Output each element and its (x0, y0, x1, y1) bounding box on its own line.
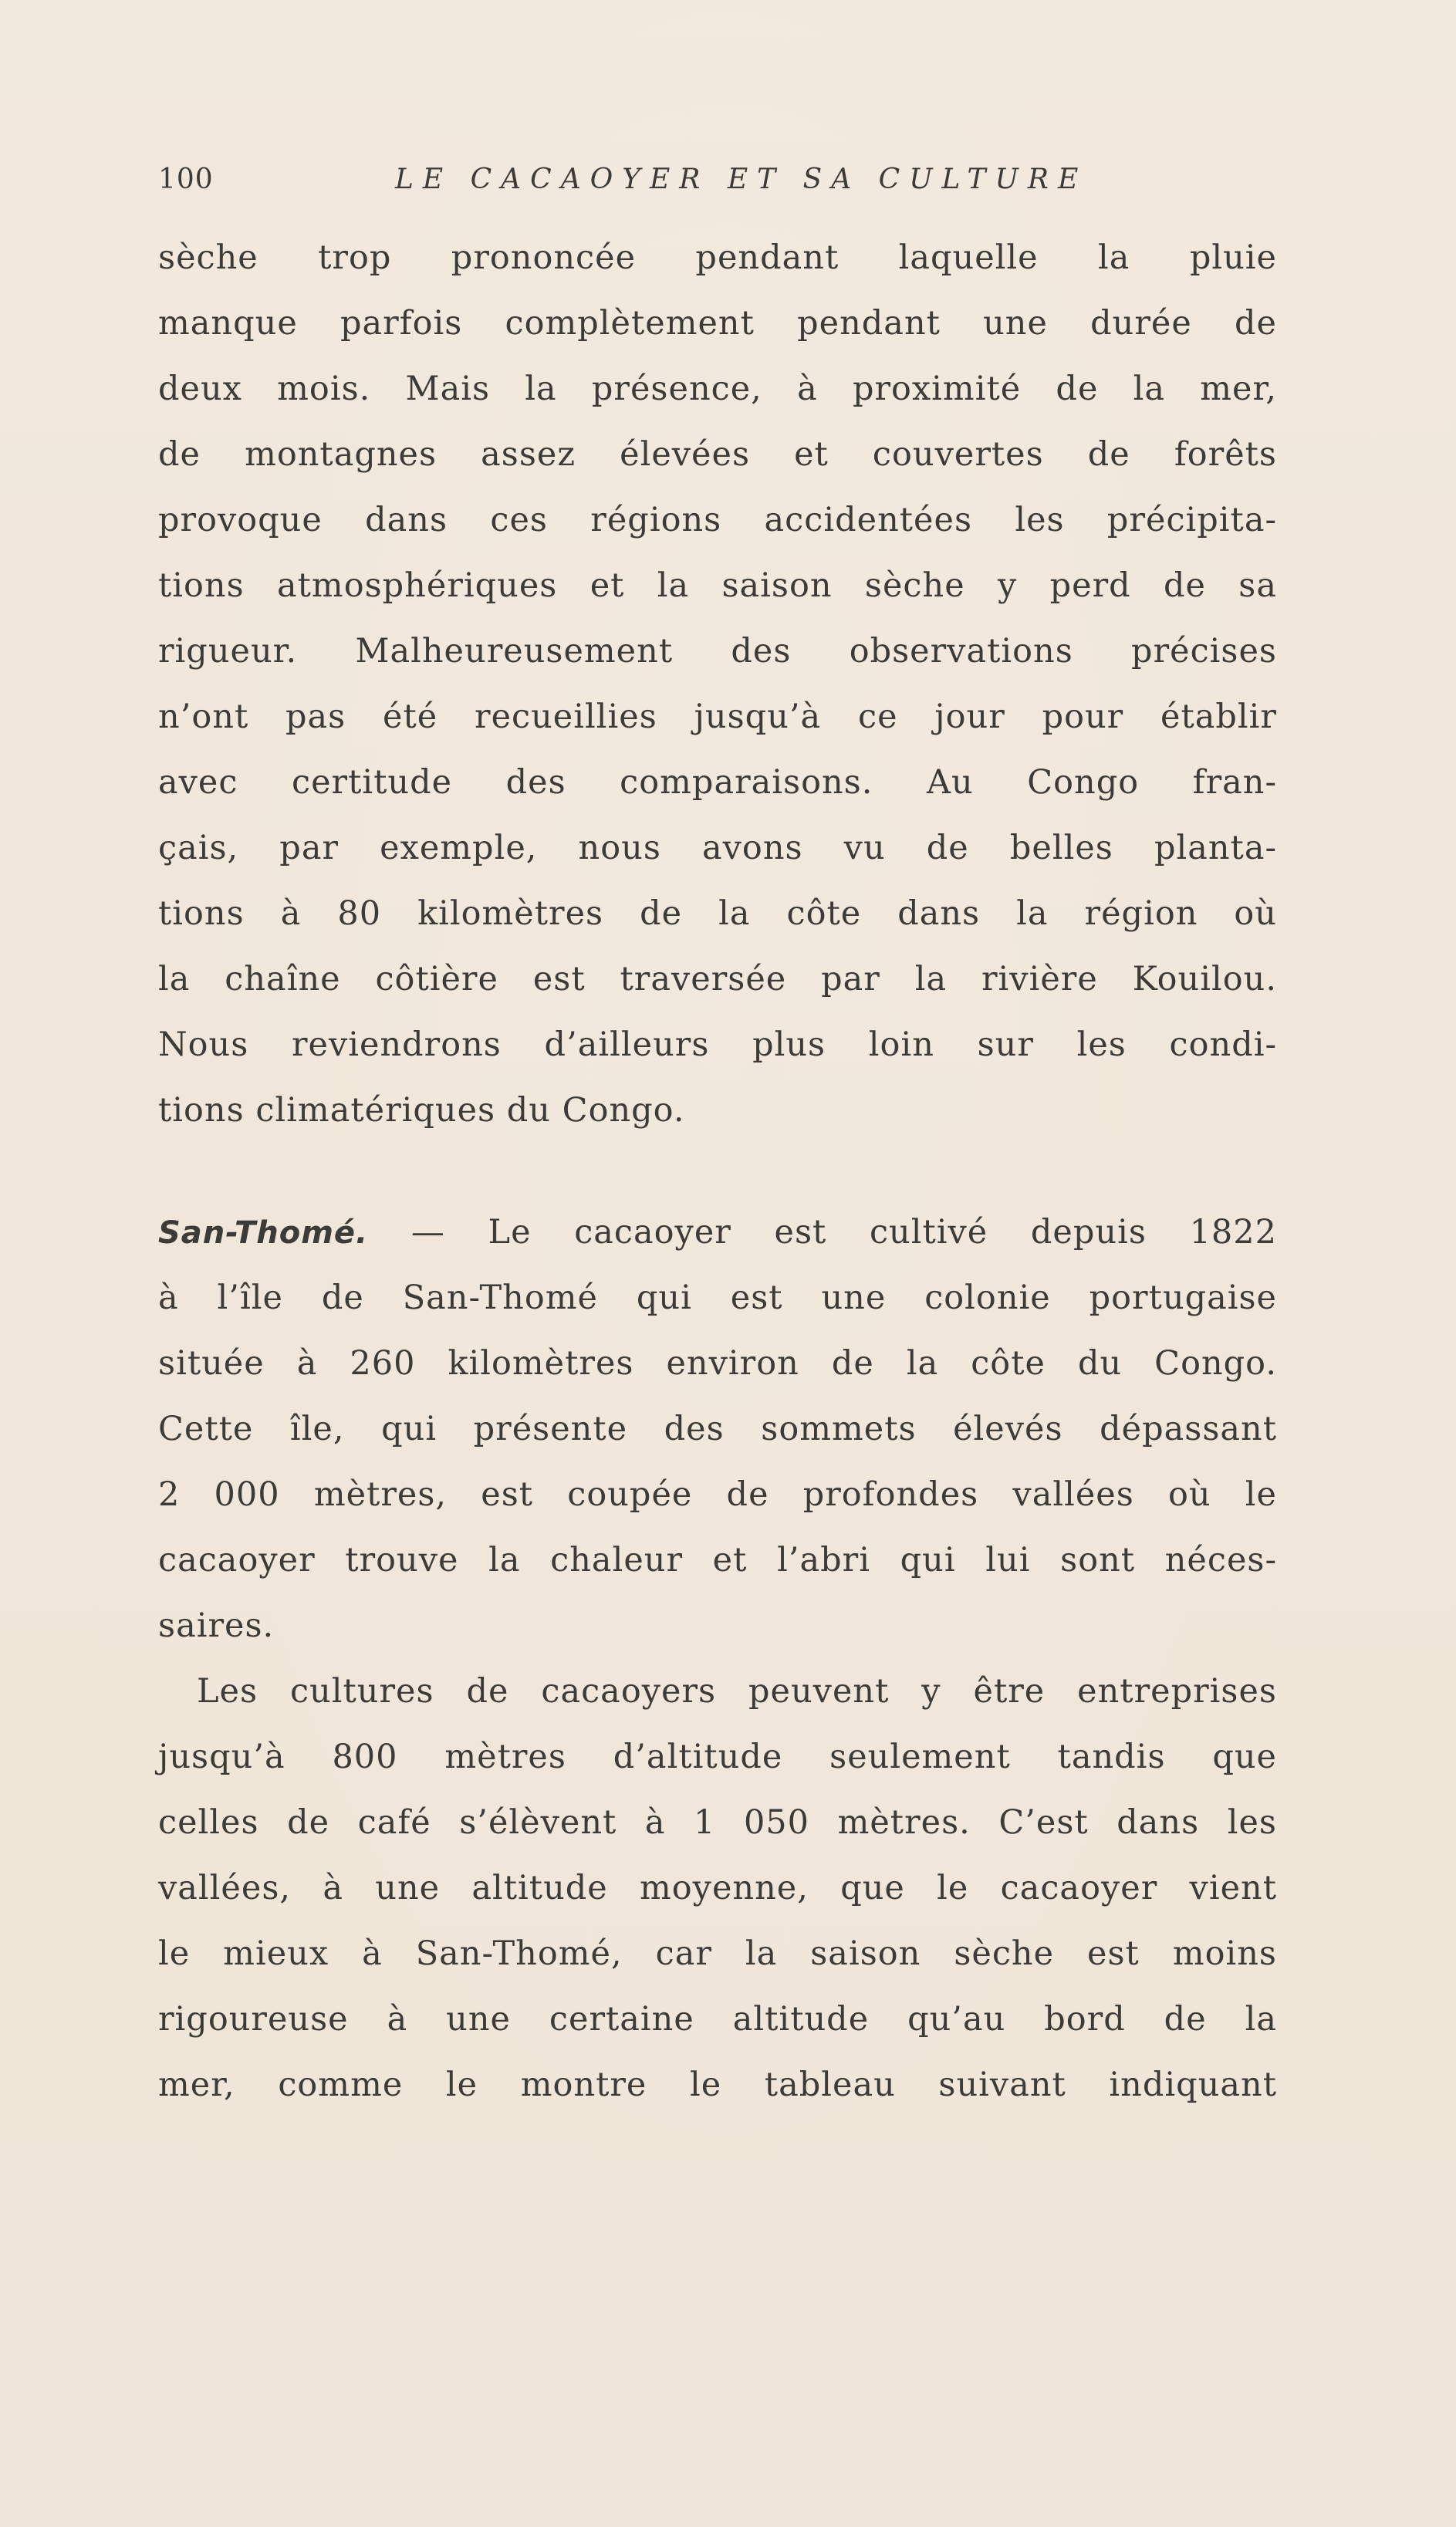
text-line: à l’île de San-Thomé qui est une colonie portugaise (158, 1279, 1277, 1317)
text-line: celles de café s’élèvent à 1 050 mètres. C’est dans les (158, 1803, 1277, 1842)
section-san-thome (158, 1200, 1277, 1659)
section-title: San-Thomé. (158, 1215, 369, 1251)
text-line: manque parfois complètement pendant une durée de (158, 304, 1277, 343)
text-line: rigoureuse à une certaine altitude qu’au bord de la (158, 2000, 1277, 2039)
paragraph (158, 225, 1277, 1144)
body-text (158, 225, 1277, 2118)
text-line: tions à 80 kilomètres de la côte dans la région où (158, 894, 1277, 933)
text-line: rigueur. Malheureusement des observations précises (158, 632, 1277, 671)
page-header (158, 164, 1277, 210)
text-line: de montagnes assez élevées et couvertes de forêts (158, 435, 1277, 474)
text-line: çais, par exemple, nous avons vu de belles planta- (158, 829, 1277, 867)
text-line: provoque dans ces régions accidentées les précipita- (158, 501, 1277, 539)
text-line: mer, comme le montre le tableau suivant indiquant (158, 2066, 1277, 2104)
text-line: saires. (158, 1606, 275, 1645)
text-line: vallées, à une altitude moyenne, que le cacaoyer vient (158, 1869, 1277, 1907)
text-line: le mieux à San-Thomé, car la saison sèche est moins (158, 1934, 1277, 1973)
text-line: deux mois. Mais la présence, à proximité de la mer, (158, 370, 1277, 408)
text-line: jusqu’à 800 mètres d’altitude seulement tandis que (158, 1738, 1277, 1776)
text-line: avec certitude des comparaisons. Au Congo fran- (158, 763, 1277, 802)
section-first-line: — Le cacaoyer est cultivé depuis 1822 (368, 1213, 1277, 1252)
text-line: Cette île, qui présente des sommets élevés dépassant (158, 1410, 1277, 1448)
text-line: située à 260 kilomètres environ de la côte du Congo. (158, 1344, 1277, 1383)
text-line: tions climatériques du Congo. (158, 1091, 685, 1130)
text-line: Nous reviendrons d’ailleurs plus loin sur les condi- (158, 1025, 1277, 1064)
page-number: 100 (158, 164, 214, 195)
paragraph (158, 1659, 1277, 2118)
text-line (158, 1200, 1277, 1265)
text-line: sèche trop prononcée pendant laquelle la pluie (158, 238, 1277, 277)
text-line: n’ont pas été recueillies jusqu’à ce jour pour établir (158, 698, 1277, 736)
text-line: la chaîne côtière est traversée par la rivière Kouilou. (158, 960, 1277, 998)
text-line: cacaoyer trouve la chaleur et l’abri qui lui sont néces- (158, 1541, 1277, 1579)
text-line: Les cultures de cacaoyers peuvent y être entreprises (197, 1672, 1277, 1711)
text-line: 2 000 mètres, est coupée de profondes vallées où le (158, 1475, 1277, 1514)
text-line: tions atmosphériques et la saison sèche y perd de sa (158, 566, 1277, 605)
running-title: LE CACAOYER ET SA CULTURE (395, 164, 1088, 195)
